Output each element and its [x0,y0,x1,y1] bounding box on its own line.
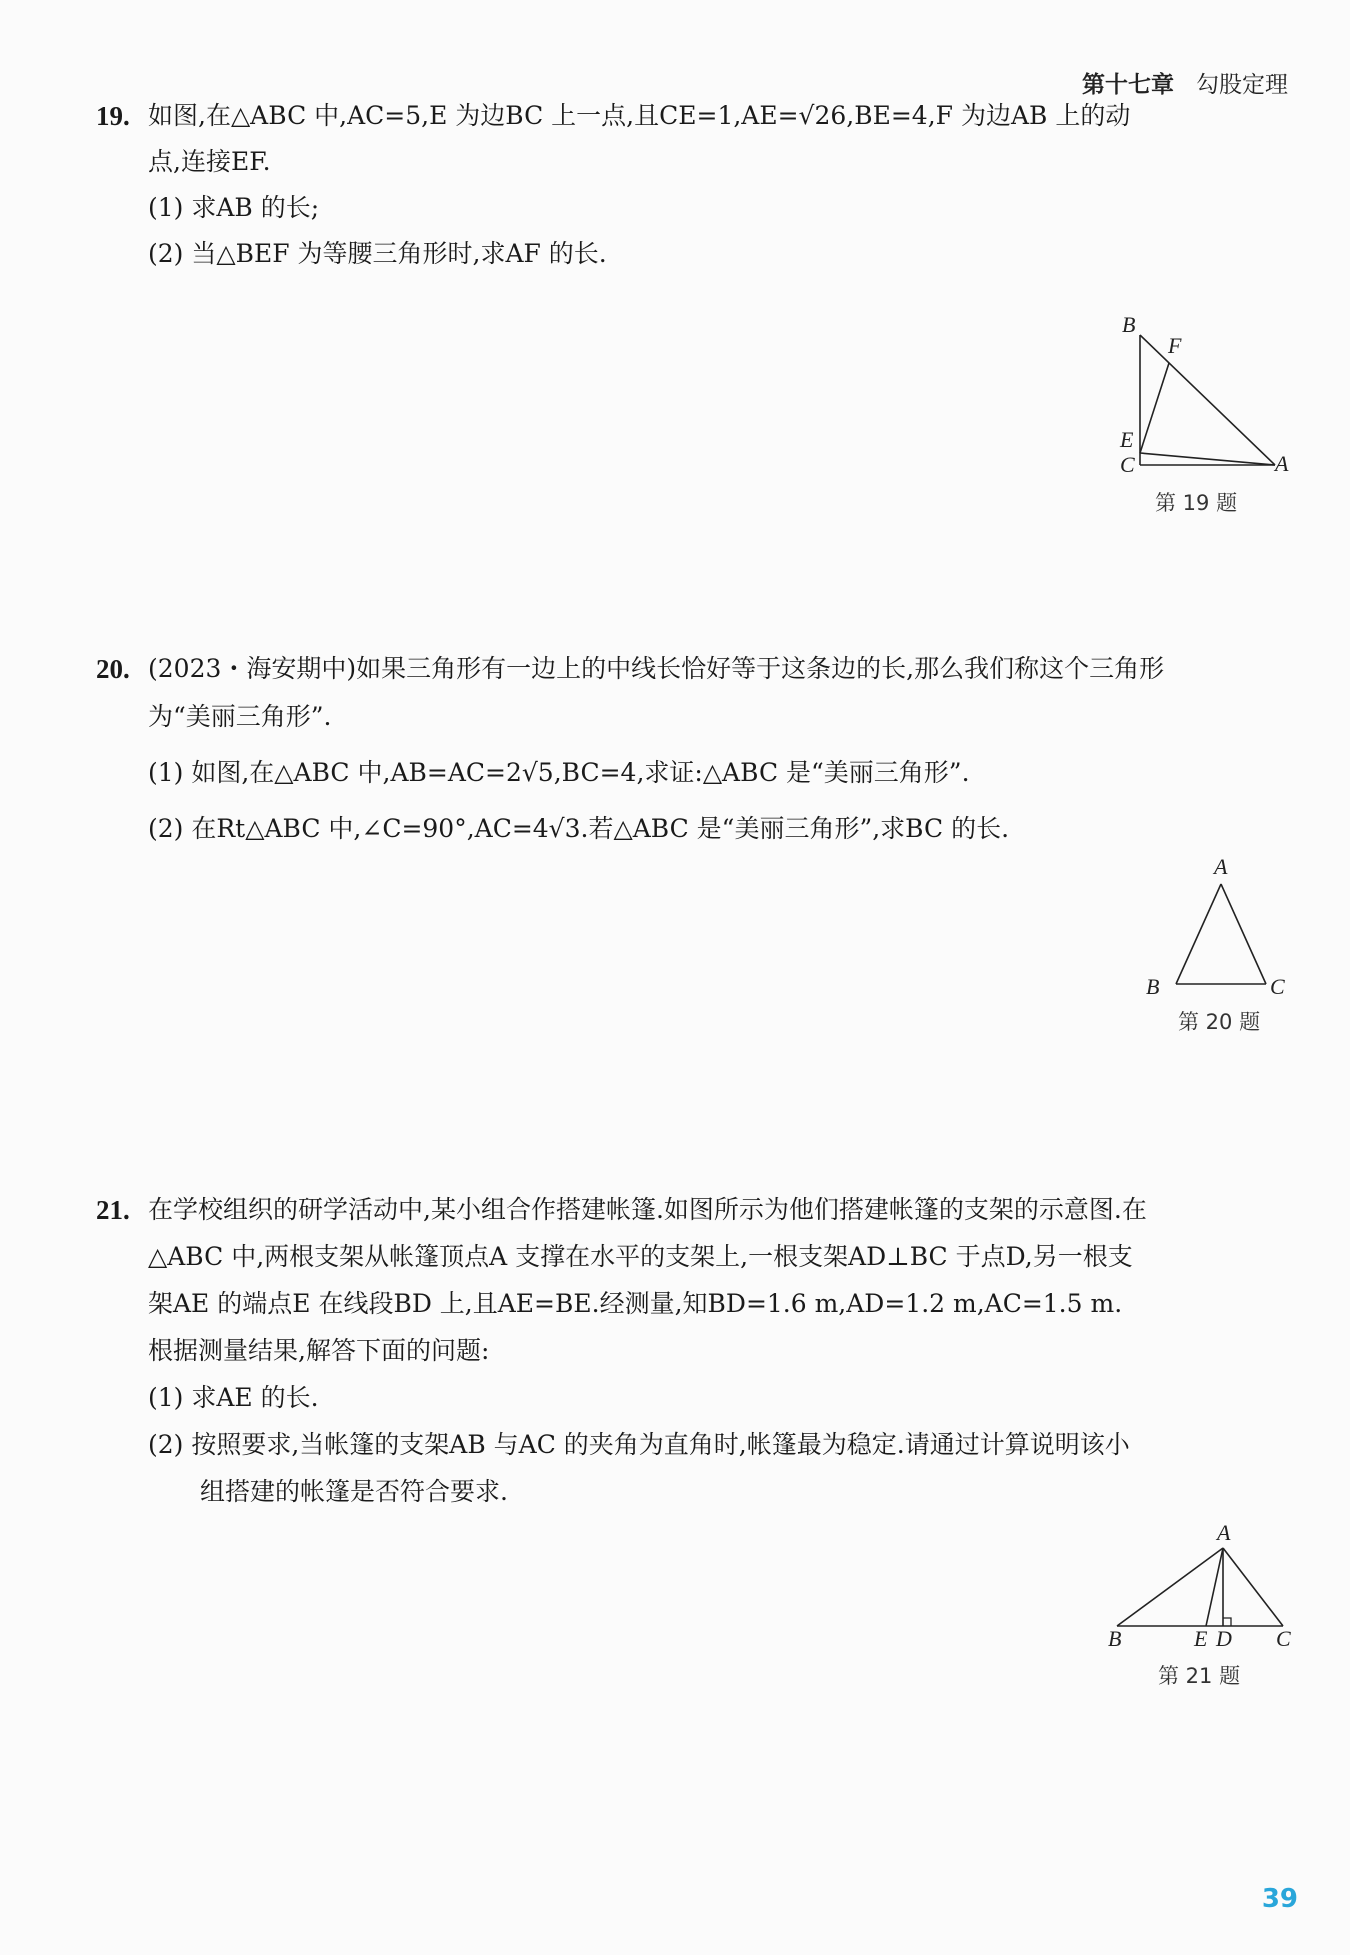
problem-text-line: 根据测量结果,解答下面的问题: [148,1336,490,1365]
question-2: (2) 按照要求,当帐篷的支架AB 与AC 的夹角为直角时,帐篷最为稳定.请通过计算说明该小 [148,1430,1130,1459]
question-2: (2) 在Rt△ABC 中,∠C=90°,AC=4√3.若△ABC 是“美丽三角形”,求BC 的长. [148,814,1010,843]
tent-frame-diagram [1100,1518,1300,1648]
question-1: (1) 求AB 的长; [148,193,320,222]
figure-21 [1100,1518,1300,1652]
label-E: E [1120,427,1134,452]
problem-number: 20. [96,654,130,684]
problem-text-line: 为“美丽三角形”. [148,702,332,731]
problem-text-line: (2023・海安期中)如果三角形有一边上的中线长恰好等于这条边的长,那么我们称这个三角形 [148,654,1165,683]
label-A: A [1214,854,1228,879]
label-A: A [1275,451,1289,475]
label-C: C [1276,1626,1291,1648]
isosceles-triangle-diagram [1138,852,1298,1002]
figure-20-caption: 第 20 题 [1178,1010,1261,1034]
problem-text-line: 在学校组织的研学活动中,某小组合作搭建帐篷.如图所示为他们搭建帐篷的支架的示意图.在 [148,1195,1147,1224]
figure-19 [1110,315,1300,479]
question-2-continued: 组搭建的帐篷是否符合要求. [200,1477,508,1506]
label-B: B [1122,315,1136,337]
figure-20 [1138,852,1298,1006]
label-E: E [1194,1626,1208,1648]
page-number: 39 [1261,1884,1298,1914]
label-B: B [1108,1626,1122,1648]
question-2: (2) 当△BEF 为等腰三角形时,求AF 的长. [148,239,607,268]
figure-19-caption: 第 19 题 [1155,491,1238,515]
label-C: C [1120,452,1135,475]
label-A: A [1217,1520,1231,1545]
problem-text-line: △ABC 中,两根支架从帐篷顶点A 支撑在水平的支架上,一根支架AD⊥BC 于点D,另一根支 [148,1242,1133,1271]
problem-text-line: 点,连接EF. [148,147,271,176]
figure-21-caption: 第 21 题 [1158,1664,1241,1688]
problem-number: 19. [96,101,130,131]
chapter-title: 勾股定理 [1196,72,1288,98]
problem-number: 21. [96,1195,130,1225]
problem-text-line: 架AE 的端点E 在线段BD 上,且AE=BE.经测量,知BD=1.6 m,AD=1.2 m,AC=1.5 m. [148,1289,1123,1318]
triangle-diagram [1110,315,1300,475]
problem-text-line: 如图,在△ABC 中,AC=5,E 为边BC 上一点,且CE=1,AE=√26,BE=4,F 为边AB 上的动 [148,101,1131,130]
label-B: B [1146,974,1160,999]
chapter-number: 第十七章 [1082,72,1174,98]
label-D: D [1216,1626,1232,1648]
question-1: (1) 如图,在△ABC 中,AB=AC=2√5,BC=4,求证:△ABC 是“美丽三角形”. [148,758,970,787]
label-F: F [1168,333,1182,358]
question-1: (1) 求AE 的长. [148,1383,319,1412]
label-C: C [1270,974,1285,999]
